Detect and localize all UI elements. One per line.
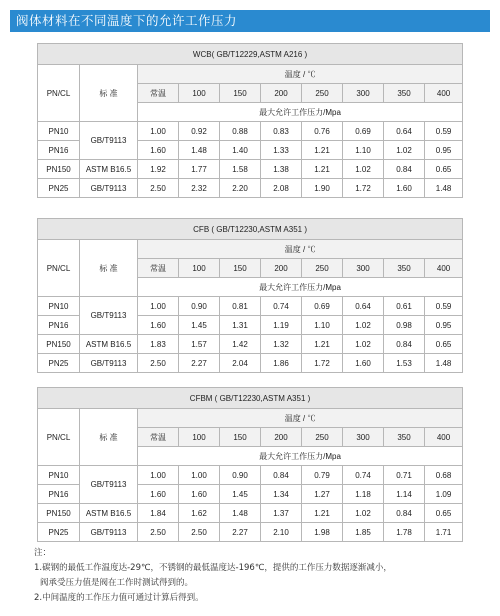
pressure-value: 1.00: [179, 466, 220, 485]
pressure-value: 0.95: [425, 141, 463, 160]
table-row: [38, 179, 463, 198]
pressure-value: 0.81: [220, 297, 261, 316]
pressure-value: 1.10: [302, 316, 343, 335]
col-header-pn: PN/CL: [38, 409, 80, 466]
pressure-value: 1.72: [343, 179, 384, 198]
standard-cell: GB/T9113: [80, 354, 138, 373]
pressure-value: 2.50: [138, 179, 179, 198]
pressure-value: 1.77: [179, 160, 220, 179]
temperature-cell: 100: [179, 259, 220, 278]
pressure-value: 1.00: [138, 466, 179, 485]
col-header-standard: 标 准: [80, 240, 138, 297]
note-line-1: 1.碳钢的最低工作温度达-29℃，不锈钢的最低温度达-196℃，提供的工作压力数据逐渐减小，: [34, 563, 392, 573]
pressure-class: PN16: [38, 485, 80, 504]
table-row: [38, 523, 463, 542]
temperature-cell: 250: [302, 428, 343, 447]
pressure-value: 1.98: [302, 523, 343, 542]
col-header-standard: 标 准: [80, 409, 138, 466]
pressure-value: 0.84: [261, 466, 302, 485]
standard-cell: GB/T9113: [80, 122, 138, 160]
note-line-3: 2.中间温度的工作压力值可通过计算后得到。: [34, 593, 204, 603]
standard-cell: GB/T9113: [80, 523, 138, 542]
pressure-value: 0.59: [425, 122, 463, 141]
temperature-cell: 250: [302, 259, 343, 278]
standard-cell: GB/T9113: [80, 179, 138, 198]
table-row: [38, 466, 463, 485]
pressure-class: PN10: [38, 297, 80, 316]
pressure-value: 2.04: [220, 354, 261, 373]
pressure-value: 1.02: [343, 160, 384, 179]
temperature-cell: 常温: [138, 428, 179, 447]
pressure-value: 1.21: [302, 160, 343, 179]
pressure-class: PN25: [38, 354, 80, 373]
col-header-pn: PN/CL: [38, 65, 80, 122]
pressure-value: 1.78: [384, 523, 425, 542]
table-row: [38, 354, 463, 373]
pressure-value: 0.71: [384, 466, 425, 485]
pressure-value: 2.32: [179, 179, 220, 198]
temperature-cell: 常温: [138, 259, 179, 278]
standard-cell: ASTM B16.5: [80, 504, 138, 523]
temperature-cell: 150: [220, 84, 261, 103]
pressure-class: PN16: [38, 141, 80, 160]
temperature-cell: 300: [343, 259, 384, 278]
pressure-class: PN16: [38, 316, 80, 335]
pressure-class: PN10: [38, 122, 80, 141]
pressure-value: 0.90: [220, 466, 261, 485]
pressure-value: 1.53: [384, 354, 425, 373]
pressure-value: 1.09: [425, 485, 463, 504]
col-header-standard: 标 准: [80, 65, 138, 122]
pressure-value: 1.21: [302, 504, 343, 523]
pressure-label: 最大允许工作压力/Mpa: [138, 103, 463, 122]
pressure-value: 1.37: [261, 504, 302, 523]
pressure-label: 最大允许工作压力/Mpa: [138, 278, 463, 297]
pressure-value: 1.21: [302, 335, 343, 354]
pressure-value: 1.45: [220, 485, 261, 504]
pressure-value: 1.60: [179, 485, 220, 504]
pressure-value: 0.95: [425, 316, 463, 335]
pressure-value: 1.60: [343, 354, 384, 373]
pressure-value: 1.85: [343, 523, 384, 542]
pressure-value: 0.79: [302, 466, 343, 485]
pressure-class: PN25: [38, 523, 80, 542]
pressure-value: 1.33: [261, 141, 302, 160]
pressure-table: [37, 387, 463, 542]
table-row: [38, 160, 463, 179]
temperature-cell: 250: [302, 84, 343, 103]
temperature-cell: 200: [261, 84, 302, 103]
temperature-label: 温度 / ℃: [138, 65, 463, 84]
table-row: [38, 297, 463, 316]
pressure-value: 1.18: [343, 485, 384, 504]
pressure-value: 0.61: [384, 297, 425, 316]
pressure-value: 0.65: [425, 160, 463, 179]
pressure-value: 1.83: [138, 335, 179, 354]
pressure-value: 1.48: [425, 354, 463, 373]
temperature-cell: 150: [220, 259, 261, 278]
pressure-value: 0.76: [302, 122, 343, 141]
pressure-value: 2.50: [138, 523, 179, 542]
pressure-value: 1.10: [343, 141, 384, 160]
pressure-value: 2.10: [261, 523, 302, 542]
pressure-value: 2.20: [220, 179, 261, 198]
temperature-cell: 200: [261, 259, 302, 278]
temperature-cell: 150: [220, 428, 261, 447]
standard-cell: GB/T9113: [80, 466, 138, 504]
pressure-class: PN25: [38, 179, 80, 198]
pressure-value: 2.08: [261, 179, 302, 198]
pressure-value: 1.02: [343, 335, 384, 354]
pressure-label: 最大允许工作压力/Mpa: [138, 447, 463, 466]
pressure-value: 1.60: [384, 179, 425, 198]
pressure-value: 1.02: [384, 141, 425, 160]
pressure-value: 1.00: [138, 297, 179, 316]
pressure-value: 0.92: [179, 122, 220, 141]
pressure-value: 0.84: [384, 335, 425, 354]
pressure-value: 1.32: [261, 335, 302, 354]
pressure-value: 1.38: [261, 160, 302, 179]
pressure-value: 1.34: [261, 485, 302, 504]
pressure-value: 0.83: [261, 122, 302, 141]
temperature-cell: 350: [384, 259, 425, 278]
col-header-pn: PN/CL: [38, 240, 80, 297]
temperature-cell: 200: [261, 428, 302, 447]
pressure-table: [37, 43, 463, 198]
pressure-value: 1.31: [220, 316, 261, 335]
pressure-value: 0.65: [425, 504, 463, 523]
pressure-value: 0.65: [425, 335, 463, 354]
pressure-value: 2.50: [138, 354, 179, 373]
pressure-value: 1.60: [138, 141, 179, 160]
temperature-cell: 350: [384, 84, 425, 103]
standard-cell: ASTM B16.5: [80, 335, 138, 354]
pressure-value: 1.90: [302, 179, 343, 198]
notes-heading: 注：: [34, 548, 52, 558]
temperature-cell: 350: [384, 428, 425, 447]
temperature-label: 温度 / ℃: [138, 240, 463, 259]
pressure-value: 1.62: [179, 504, 220, 523]
pressure-value: 0.64: [384, 122, 425, 141]
pressure-value: 2.27: [179, 354, 220, 373]
pressure-value: 1.86: [261, 354, 302, 373]
pressure-value: 0.69: [302, 297, 343, 316]
pressure-value: 1.02: [343, 504, 384, 523]
table-row: [38, 335, 463, 354]
pressure-value: 1.40: [220, 141, 261, 160]
pressure-value: 0.68: [425, 466, 463, 485]
pressure-value: 1.21: [302, 141, 343, 160]
pressure-value: 1.48: [179, 141, 220, 160]
pressure-value: 1.02: [343, 316, 384, 335]
pressure-value: 1.60: [138, 316, 179, 335]
temperature-cell: 100: [179, 84, 220, 103]
standard-cell: ASTM B16.5: [80, 160, 138, 179]
pressure-value: 2.50: [179, 523, 220, 542]
pressure-table: [37, 218, 463, 373]
temperature-cell: 常温: [138, 84, 179, 103]
pressure-value: 1.14: [384, 485, 425, 504]
temperature-cell: 100: [179, 428, 220, 447]
pressure-value: 1.71: [425, 523, 463, 542]
section-title: 阀体材料在不同温度下的允许工作压力: [10, 10, 490, 32]
pressure-value: 0.90: [179, 297, 220, 316]
pressure-value: 0.84: [384, 504, 425, 523]
pressure-value: 0.98: [384, 316, 425, 335]
table-row: [38, 504, 463, 523]
notes: [34, 546, 474, 606]
pressure-value: 0.59: [425, 297, 463, 316]
pressure-class: PN150: [38, 335, 80, 354]
pressure-value: 1.84: [138, 504, 179, 523]
pressure-value: 1.48: [220, 504, 261, 523]
pressure-value: 1.60: [138, 485, 179, 504]
note-line-2: 阀承受压力值是阀在工作时测试得到的。: [40, 578, 194, 588]
pressure-value: 0.64: [343, 297, 384, 316]
pressure-value: 1.19: [261, 316, 302, 335]
pressure-value: 1.45: [179, 316, 220, 335]
table-row: [38, 122, 463, 141]
material-grade: CFBM ( GB/T12230,ASTM A351 ): [38, 388, 463, 409]
material-grade: WCB( GB/T12229,ASTM A216 ): [38, 44, 463, 65]
pressure-class: PN10: [38, 466, 80, 485]
pressure-value: 0.84: [384, 160, 425, 179]
pressure-value: 2.27: [220, 523, 261, 542]
pressure-value: 1.58: [220, 160, 261, 179]
pressure-class: PN150: [38, 504, 80, 523]
pressure-value: 0.88: [220, 122, 261, 141]
standard-cell: GB/T9113: [80, 297, 138, 335]
temperature-cell: 400: [425, 259, 463, 278]
pressure-value: 0.69: [343, 122, 384, 141]
pressure-value: 1.48: [425, 179, 463, 198]
pressure-value: 0.74: [261, 297, 302, 316]
pressure-value: 1.27: [302, 485, 343, 504]
pressure-value: 1.72: [302, 354, 343, 373]
temperature-cell: 300: [343, 428, 384, 447]
pressure-value: 1.00: [138, 122, 179, 141]
pressure-class: PN150: [38, 160, 80, 179]
temperature-label: 温度 / ℃: [138, 409, 463, 428]
pressure-value: 1.57: [179, 335, 220, 354]
pressure-value: 1.92: [138, 160, 179, 179]
material-grade: CFB ( GB/T12230,ASTM A351 ): [38, 219, 463, 240]
temperature-cell: 400: [425, 84, 463, 103]
temperature-cell: 400: [425, 428, 463, 447]
pressure-value: 0.74: [343, 466, 384, 485]
pressure-value: 1.42: [220, 335, 261, 354]
temperature-cell: 300: [343, 84, 384, 103]
